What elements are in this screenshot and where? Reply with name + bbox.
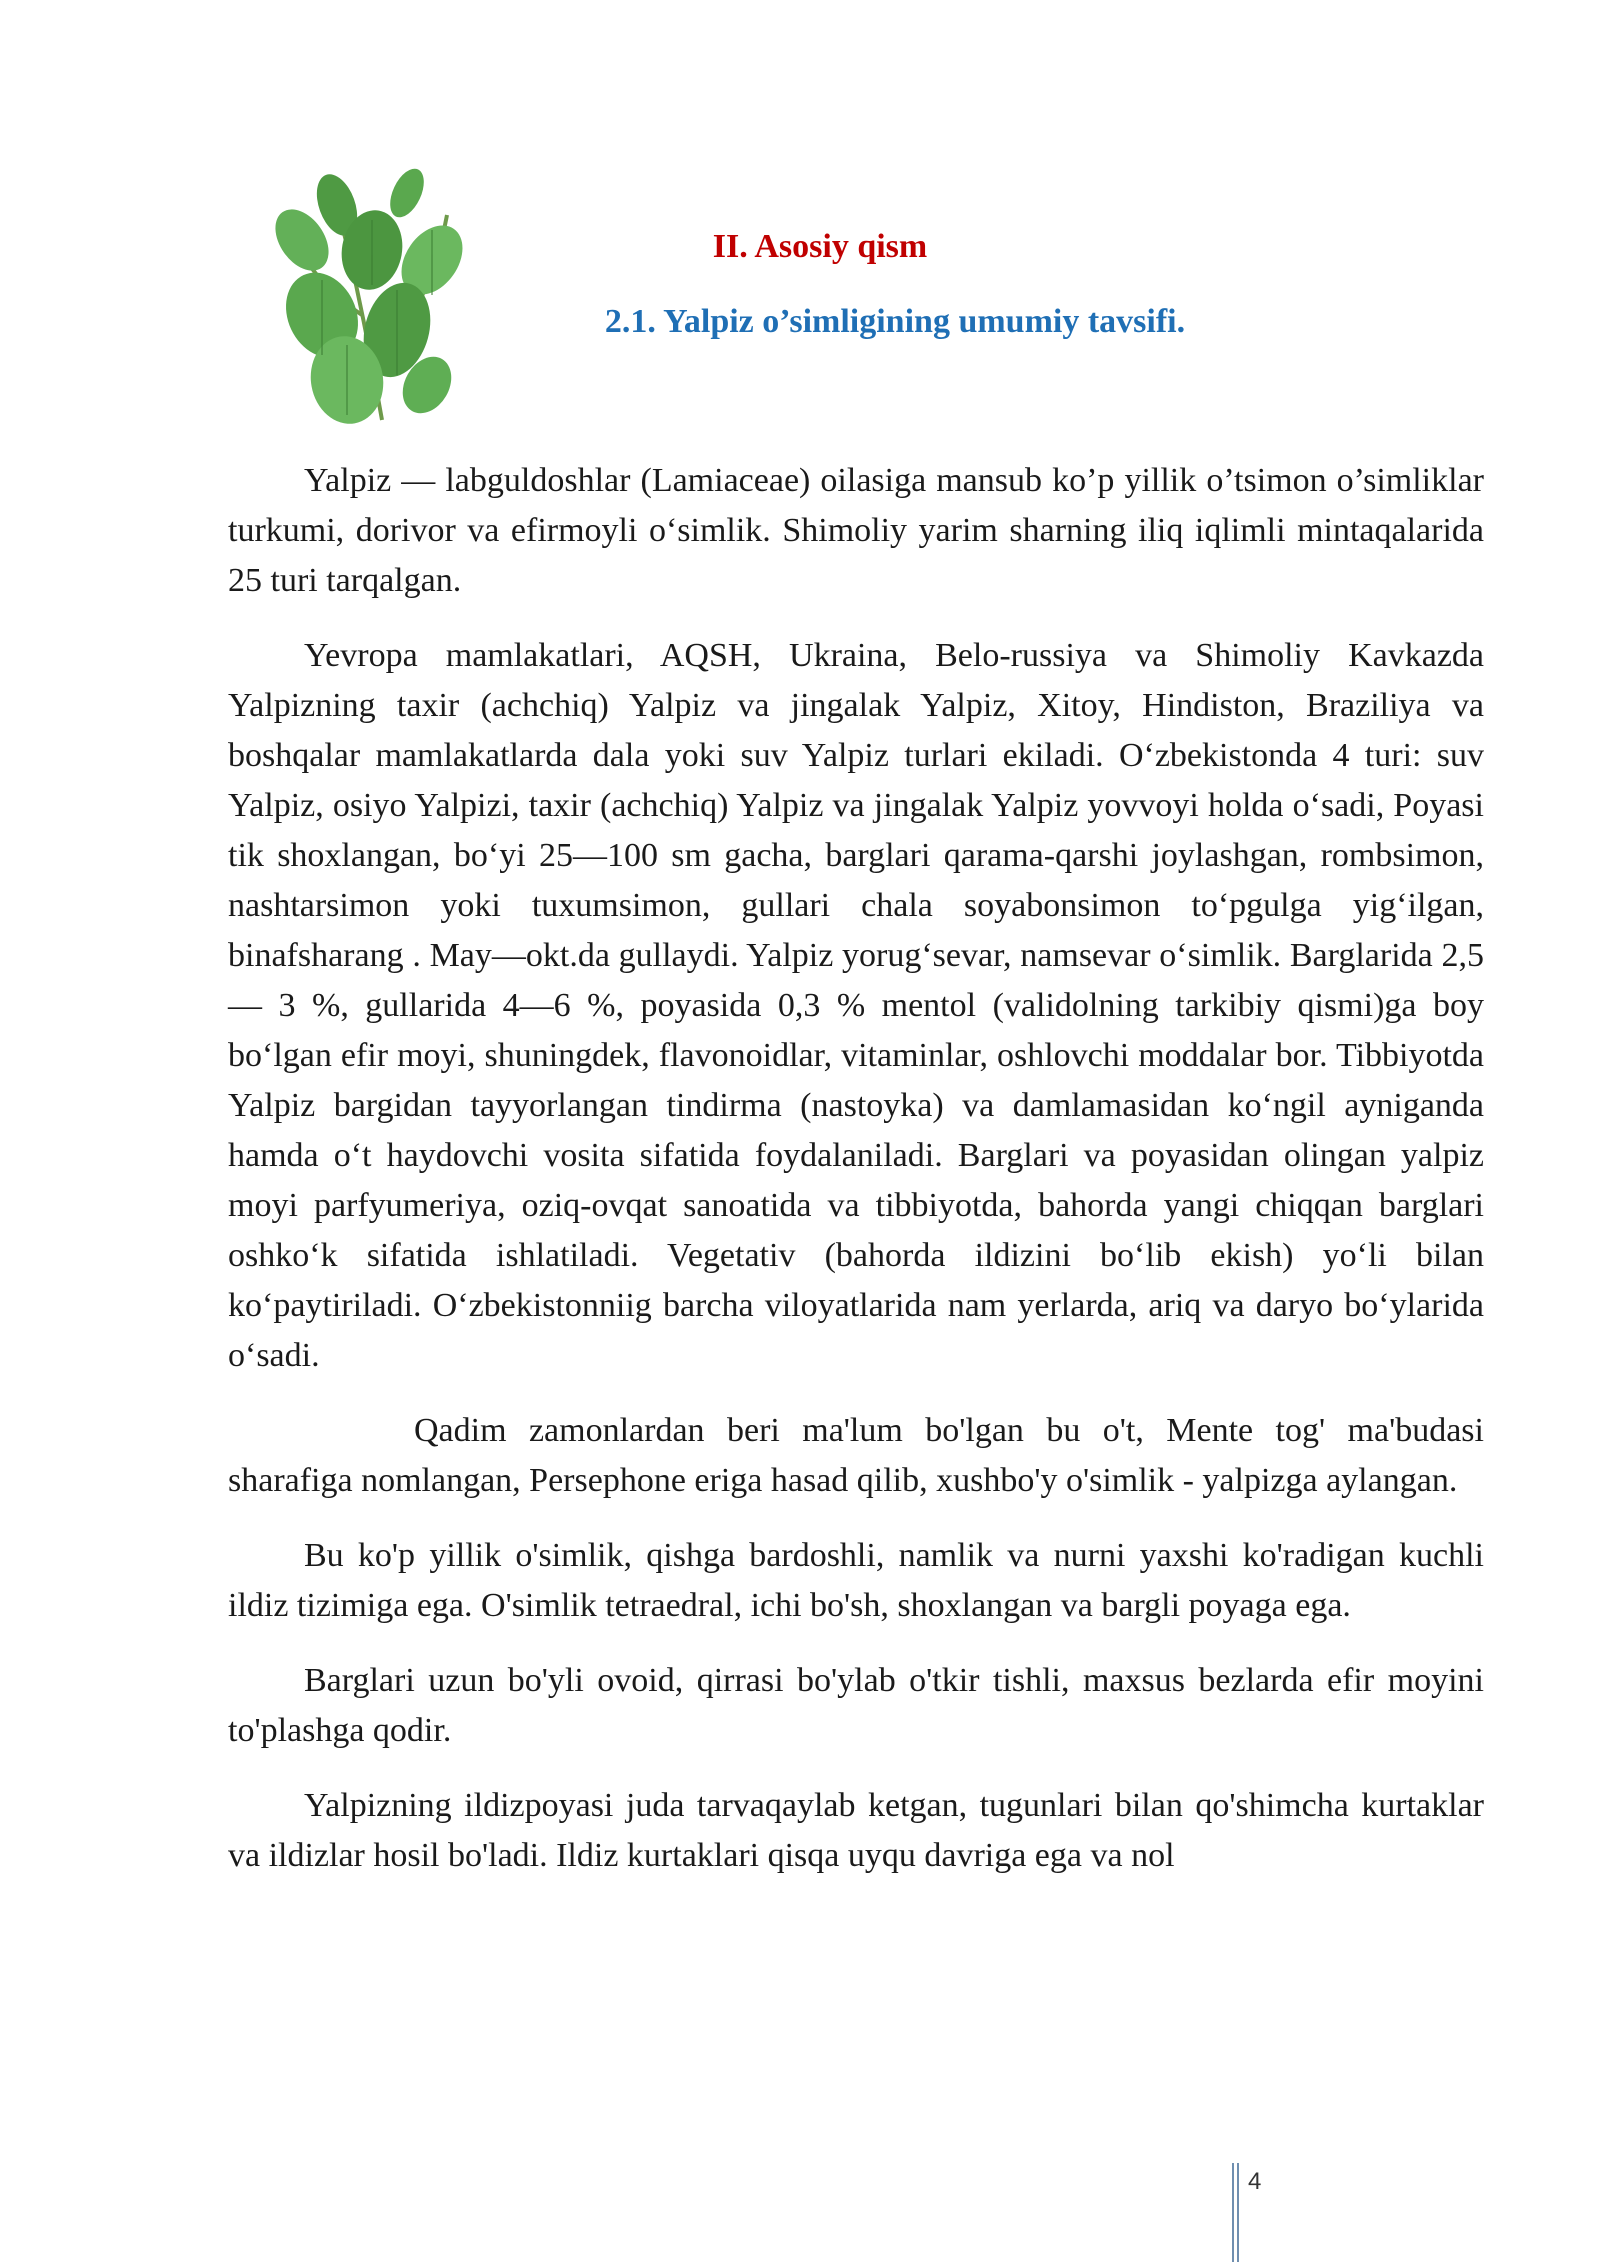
paragraph: Yevropa mamlakatlari, AQSH, Ukraina, Belo-russiya va Shimoliy Kavkazda Yalpizning taxir (achchiq) Yalpiz va jingalak Yalpiz, Xitoy, Hindiston, Braziliya va boshqalar mamlakatlarda dala yoki suv Yalpiz turlari ekiladi. O‘zbekistonda 4 turi: suv Yalpiz, osiyo Yalpizi, taxir (achchiq) Yalpiz va jingalak Yalpiz yovvoyi holda o‘sadi, Poyasi tik shoxlangan, bo‘yi 25—100 sm gacha, barglari qarama-qarshi joylashgan, rombsimon, nashtarsimon yoki tuxumsimon, gullari chala soyabonsimon to‘pgulga yig‘ilgan, binafsharang . May—okt.da gullaydi. Yalpiz yorug‘sevar, namsevar o‘simlik. Barglarida 2,5— 3 %, gullarida 4—6 %, poyasida 0,3 % mentol (validolning tarkibiy qismi)ga boy bo‘lgan efir moyi, shuningdek, flavonoidlar, vitaminlar, oshlovchi moddalar bor. Tibbiyotda Yalpiz bargidan tayyorlangan tindirma (nastoyka) va damlamasidan ko‘ngil ayniganda hamda o‘t haydovchi vosita sifatida foydalaniladi. Barglari va poyasidan olingan yalpiz moyi parfyumeriya, oziq-ovqat sanoatida va tibbiyotda, bahorda yangi chiqqan barglari oshko‘k sifatida ishlatiladi. Vegetativ (bahorda ildizini bo‘lib ekish) yo‘li bilan ko‘paytiriladi. O‘zbekistonniig barcha viloyatlarida nam yerlarda, ariq va daryo bo‘ylarida o‘sadi.: [228, 637, 1484, 1374]
page-number: 4: [1248, 2168, 1262, 2195]
paragraph: Qadim zamonlardan beri ma'lum bo'lgan bu o't, Mente tog' ma'budasi sharafiga nomlangan, Persephone eriga hasad qilib, xushbo'y o'simlik - yalpizga aylangan.: [228, 1412, 1484, 1499]
section-title: II. Asosiy qism: [712, 228, 928, 265]
paragraph: Yalpizning ildizpoyasi juda tarvaqaylab ketgan, tugunlari bilan qo'shimcha kurtaklar va ildizlar hosil bo'ladi. Ildiz kurtaklari qisqa uyqu davriga ega va nol: [228, 1787, 1484, 1874]
body-text: [228, 456, 1484, 1906]
paragraph: Yalpiz — labguldoshlar (Lamiaceae) oilasiga mansub ko’p yillik o’tsimon o’simliklar turkumi, dorivor va efirmoyli o‘simlik. Shimoliy yarim sharning iliq iqlimli mintaqalarida 25 turi tarqalgan.: [228, 462, 1484, 599]
paragraph: Bu ko'p yillik o'simlik, qishga bardoshli, namlik va nurni yaxshi ko'radigan kuchli ildiz tizimiga ega. O'simlik tetraedral, ichi bo'sh, shoxlangan va bargli poyaga ega.: [228, 1537, 1484, 1624]
mint-leaves-icon: [262, 165, 482, 430]
page-number-rule: [1232, 2163, 1234, 2262]
subsection-title: 2.1. Yalpiz o’simligining umumiy tavsifi.: [604, 303, 1186, 340]
paragraph: Barglari uzun bo'yli ovoid, qirrasi bo'ylab o'tkir tishli, maxsus bezlarda efir moyini to'plashga qodir.: [228, 1662, 1484, 1749]
page-number-rule: [1237, 2163, 1239, 2262]
